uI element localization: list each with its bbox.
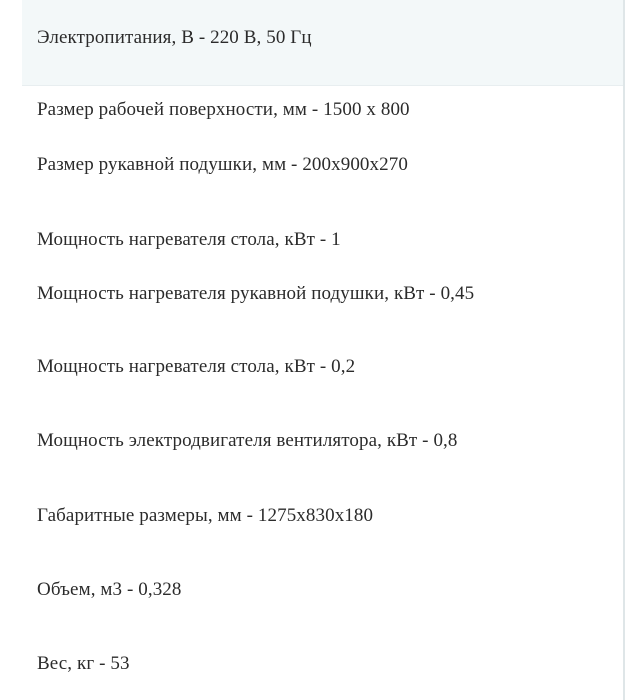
spec-sleeve-pad-size: Размер рукавной подушки, мм - 200х900х270 xyxy=(37,154,408,175)
spec-work-surface-size: Размер рабочей поверхности, мм - 1500 х 800 xyxy=(37,99,410,120)
spec-sleeve-pad-heater-power: Мощность нагревателя рукавной подушки, кВт - 0,45 xyxy=(37,283,475,304)
row-divider xyxy=(22,85,625,86)
spec-table-heater-power-2: Мощность нагревателя стола, кВт - 0,2 xyxy=(37,356,356,377)
spec-power-supply: Электропитания, В - 220 В, 50 Гц xyxy=(37,27,312,48)
spec-table-heater-power: Мощность нагревателя стола, кВт - 1 xyxy=(37,229,341,250)
spec-fan-motor-power: Мощность электродвигателя вентилятора, кВт - 0,8 xyxy=(37,430,458,451)
spec-weight: Вес, кг - 53 xyxy=(37,653,130,674)
spec-volume: Объем, м3 - 0,328 xyxy=(37,579,182,600)
spec-overall-dimensions: Габаритные размеры, мм - 1275х830х180 xyxy=(37,505,374,526)
